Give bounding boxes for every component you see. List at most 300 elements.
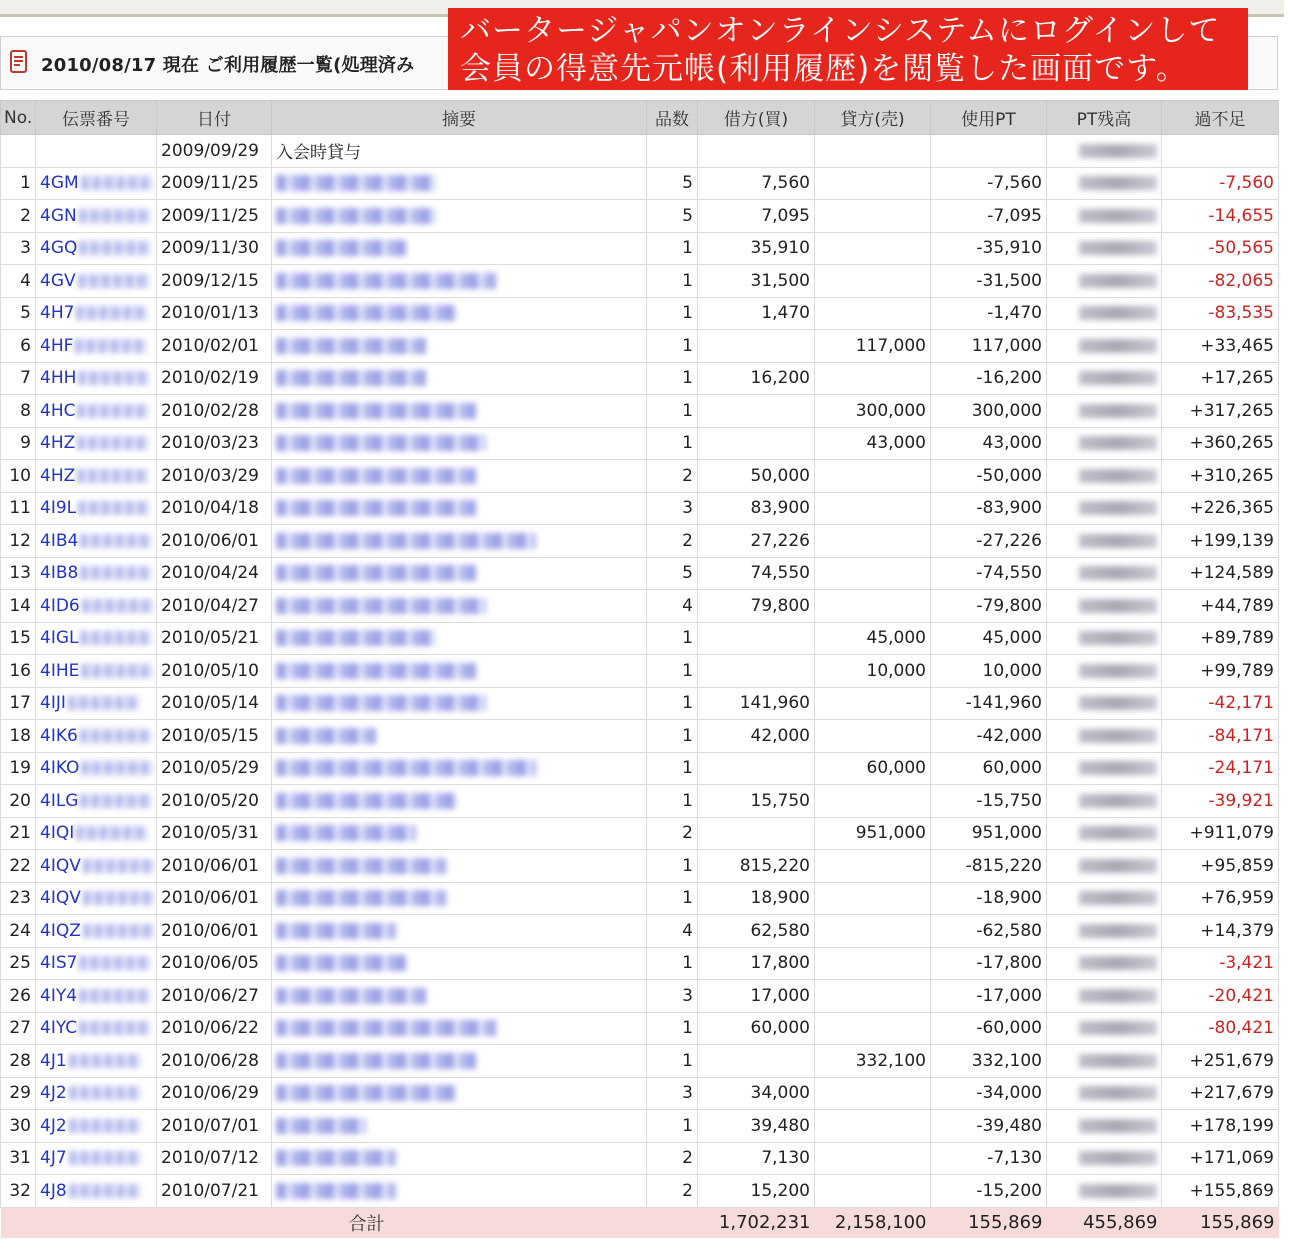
row-qty-text: 1	[682, 1115, 693, 1136]
slip-number-link-text[interactable]: 4IK6	[40, 725, 78, 746]
pt-balance-cell	[1047, 882, 1162, 915]
slip-number-link[interactable]	[36, 395, 157, 428]
table-row	[1, 1077, 1279, 1110]
slip-number-link[interactable]	[36, 882, 157, 915]
row-qty-text: 4	[682, 920, 693, 941]
row-debit-text: 17,800	[750, 953, 810, 974]
row-diff	[1162, 297, 1279, 330]
redacted-slip-id	[69, 1184, 141, 1198]
row-diff-text: +217,679	[1189, 1083, 1274, 1104]
slip-number-link-text[interactable]: 4J8	[40, 1180, 67, 1201]
row-diff-text: -80,421	[1208, 1018, 1274, 1039]
slip-number-link[interactable]	[36, 427, 157, 460]
redacted-balance	[1079, 1119, 1157, 1133]
row-date	[157, 460, 272, 493]
row-qty-text: 1	[682, 238, 693, 259]
row-date-text: 2010/05/31	[161, 823, 259, 844]
row-diff-text: -39,921	[1208, 790, 1274, 811]
row-used-pt-text: -27,226	[976, 530, 1042, 551]
col-header-no: No.	[1, 101, 36, 135]
row-debit	[698, 427, 815, 460]
table-row	[1, 297, 1279, 330]
row-credit-text: 951,000	[855, 823, 926, 844]
redacted-slip-id	[77, 469, 149, 483]
slip-number-link-text[interactable]: 4GV	[40, 270, 76, 291]
col-header-desc: 摘要	[272, 101, 647, 135]
table-row	[1, 167, 1279, 200]
slip-number-link[interactable]	[36, 362, 157, 395]
slip-number-link[interactable]	[36, 1045, 157, 1078]
slip-number-link-text[interactable]: 4GN	[40, 205, 77, 226]
redacted-balance	[1079, 891, 1157, 905]
slip-number-link[interactable]	[36, 200, 157, 233]
row-diff	[1162, 785, 1279, 818]
row-used-pt	[931, 622, 1047, 655]
slip-number-link-text[interactable]: 4IQI	[40, 823, 75, 844]
redacted-balance	[1079, 241, 1157, 255]
row-qty	[647, 915, 698, 948]
slip-number-link-text[interactable]: 4ID6	[40, 595, 80, 616]
row-date-text: 2010/06/05	[161, 953, 259, 974]
row-debit	[698, 655, 815, 688]
row-diff-text: -83,535	[1208, 303, 1274, 324]
row-desc	[272, 265, 647, 298]
col-header-debit: 借方(買)	[698, 101, 815, 135]
row-no-text: 15	[9, 628, 31, 649]
redacted-slip-id	[80, 794, 152, 808]
redacted-slip-id	[83, 891, 155, 905]
banner-line-1: バータージャパンオンラインシステムにログインして	[460, 13, 1221, 49]
slip-number-link[interactable]	[36, 590, 157, 623]
redacted-description	[276, 988, 426, 1004]
row-credit-text: 43,000	[866, 433, 926, 454]
slip-number-link-text[interactable]: 4IS7	[40, 953, 78, 974]
row-no	[1, 1110, 36, 1143]
slip-number-link-text[interactable]: 4IGL	[40, 628, 79, 649]
row-used-pt-text: 300,000	[971, 400, 1042, 421]
row-diff-text: +226,365	[1189, 498, 1274, 519]
slip-number-link-text[interactable]: 4ILG	[40, 790, 79, 811]
slip-number-link[interactable]	[36, 785, 157, 818]
table-row	[1, 947, 1279, 980]
row-used-pt-text: -15,750	[976, 790, 1042, 811]
row-qty	[647, 1077, 698, 1110]
redacted-balance	[1079, 534, 1157, 548]
redacted-balance	[1079, 1184, 1157, 1198]
row-credit	[815, 1077, 931, 1110]
slip-number-link-text[interactable]: 4IY4	[40, 985, 78, 1006]
redacted-description	[276, 500, 476, 516]
row-desc	[272, 330, 647, 363]
row-desc	[272, 167, 647, 200]
slip-number-link-text[interactable]: 4IJI	[40, 693, 66, 714]
row-debit	[698, 817, 815, 850]
row-date	[157, 590, 272, 623]
slip-number-link[interactable]	[36, 687, 157, 720]
row-desc	[272, 622, 647, 655]
table-row	[1, 460, 1279, 493]
redacted-description	[276, 435, 486, 451]
table-row	[1, 622, 1279, 655]
row-no	[1, 720, 36, 753]
row-qty-text: 1	[682, 1018, 693, 1039]
row-debit-text: 39,480	[750, 1115, 810, 1136]
slip-number-link-text[interactable]: 4GM	[40, 173, 79, 194]
row-diff	[1162, 362, 1279, 395]
row-used-pt	[931, 752, 1047, 785]
slip-number-link[interactable]	[36, 1077, 157, 1110]
pt-balance-cell	[1047, 752, 1162, 785]
redacted-balance	[1079, 664, 1157, 678]
row-qty	[647, 1175, 698, 1208]
row-date	[157, 200, 272, 233]
row-credit-text: 45,000	[866, 628, 926, 649]
slip-number-link[interactable]	[36, 265, 157, 298]
page-title: 2010/08/17 現在 ご利用履歴一覧(処理済み	[41, 55, 415, 76]
row-date	[157, 622, 272, 655]
row-debit-text: 141,960	[739, 693, 810, 714]
row-credit	[815, 492, 931, 525]
row-desc	[272, 1142, 647, 1175]
slip-number-link-text[interactable]: 4HF	[40, 335, 74, 356]
document-list-icon	[9, 49, 29, 75]
row-qty	[647, 687, 698, 720]
row-diff	[1162, 427, 1279, 460]
redacted-balance	[1079, 989, 1157, 1003]
table-row	[1, 1012, 1279, 1045]
row-qty-text: 2	[682, 823, 693, 844]
row-used-pt-text: -50,000	[976, 465, 1042, 486]
row-desc	[272, 297, 647, 330]
pt-balance-cell	[1047, 167, 1162, 200]
row-date-text: 2010/06/27	[161, 985, 259, 1006]
row-credit	[815, 427, 931, 460]
row-used-pt	[931, 330, 1047, 363]
row-no-text: 3	[20, 238, 31, 259]
row-diff-text: +155,869	[1189, 1180, 1274, 1201]
redacted-balance	[1079, 306, 1157, 320]
slip-number-link[interactable]	[36, 915, 157, 948]
redacted-description	[276, 728, 376, 744]
row-date	[157, 817, 272, 850]
slip-number-link[interactable]	[36, 1110, 157, 1143]
row-date	[157, 1110, 272, 1143]
row-date	[157, 1012, 272, 1045]
row-no-text: 22	[9, 855, 31, 876]
row-date-text: 2010/07/12	[161, 1148, 259, 1169]
row-used-pt	[931, 817, 1047, 850]
row-used-pt	[931, 850, 1047, 883]
row-used-pt-text: -815,220	[965, 855, 1042, 876]
row-date-text: 2010/02/19	[161, 368, 259, 389]
row-used-pt-text: 45,000	[982, 628, 1042, 649]
table-row	[1, 1045, 1279, 1078]
redacted-description	[276, 533, 536, 549]
slip-number-link-text[interactable]: 4J7	[40, 1148, 67, 1169]
row-no-text: 5	[20, 303, 31, 324]
row-date	[157, 1142, 272, 1175]
row-used-pt	[931, 1045, 1047, 1078]
row-credit	[815, 720, 931, 753]
redacted-balance	[1079, 761, 1157, 775]
row-debit	[698, 947, 815, 980]
slip-number-link[interactable]	[36, 655, 157, 688]
redacted-slip-id	[81, 761, 153, 775]
row-diff-text: -20,421	[1208, 985, 1274, 1006]
redacted-description	[276, 338, 426, 354]
slip-number-link-text[interactable]: 4IQV	[40, 888, 81, 909]
row-no	[1, 395, 36, 428]
row-qty	[647, 460, 698, 493]
row-used-pt-text: 43,000	[982, 433, 1042, 454]
redacted-slip-id	[75, 339, 147, 353]
row-no-text: 7	[20, 368, 31, 389]
row-diff	[1162, 590, 1279, 623]
row-no-text: 26	[9, 985, 31, 1006]
row-no	[1, 687, 36, 720]
row-credit	[815, 1045, 931, 1078]
row-debit	[698, 1077, 815, 1110]
row-qty	[647, 785, 698, 818]
row-date-text: 2010/05/29	[161, 758, 259, 779]
row-date-text: 2010/07/21	[161, 1180, 259, 1201]
row-no	[1, 785, 36, 818]
redacted-description	[276, 663, 476, 679]
redacted-balance	[1079, 794, 1157, 808]
row-date-text: 2010/06/01	[161, 888, 259, 909]
row-diff-text: +178,199	[1189, 1115, 1274, 1136]
slip-number-link-text[interactable]: 4HZ	[40, 433, 76, 454]
pt-balance-cell	[1047, 687, 1162, 720]
row-used-pt	[931, 557, 1047, 590]
redacted-description	[276, 760, 536, 776]
redacted-balance	[1079, 956, 1157, 970]
row-diff-text: +99,789	[1200, 660, 1274, 681]
row-used-pt	[931, 785, 1047, 818]
slip-number-link[interactable]	[36, 850, 157, 883]
row-qty-text: 1	[682, 725, 693, 746]
row-no	[1, 817, 36, 850]
row-qty	[647, 752, 698, 785]
slip-number-link[interactable]	[36, 1012, 157, 1045]
row-date	[157, 687, 272, 720]
pt-balance-cell	[1047, 622, 1162, 655]
slip-number-link[interactable]	[36, 817, 157, 850]
row-credit	[815, 947, 931, 980]
row-qty-text: 1	[682, 335, 693, 356]
slip-number-link-text[interactable]: 4H7	[40, 303, 75, 324]
slip-number-link-text[interactable]: 4IQZ	[40, 920, 81, 941]
slip-number-link-text[interactable]: 4IHE	[40, 660, 80, 681]
row-qty-text: 1	[682, 888, 693, 909]
row-desc	[272, 1175, 647, 1208]
row-qty	[647, 1045, 698, 1078]
slip-number-link[interactable]	[36, 297, 157, 330]
row-debit-text: 7,095	[761, 205, 810, 226]
row-credit	[815, 1142, 931, 1175]
row-credit	[815, 167, 931, 200]
row-used-pt	[931, 980, 1047, 1013]
row-used-pt	[931, 492, 1047, 525]
redacted-slip-id	[79, 956, 151, 970]
redacted-slip-id	[79, 241, 151, 255]
slip-number-link[interactable]	[36, 720, 157, 753]
redacted-slip-id	[69, 1054, 141, 1068]
row-used-pt	[931, 882, 1047, 915]
row-date-text: 2010/04/24	[161, 563, 259, 584]
redacted-balance	[1079, 209, 1157, 223]
row-diff	[1162, 622, 1279, 655]
slip-number-link[interactable]	[36, 232, 157, 265]
row-used-pt-text: 10,000	[982, 660, 1042, 681]
total-used-pt: 155,869	[931, 1207, 1047, 1238]
row-credit-text: 117,000	[855, 335, 926, 356]
row-qty-text: 2	[682, 465, 693, 486]
row-diff	[1162, 557, 1279, 590]
row-credit	[815, 525, 931, 558]
row-used-pt	[931, 655, 1047, 688]
row-debit-text: 18,900	[750, 888, 810, 909]
pt-balance-cell	[1047, 492, 1162, 525]
slip-number-link-text[interactable]: 4IYC	[40, 1018, 78, 1039]
row-date	[157, 882, 272, 915]
pt-balance-cell	[1047, 232, 1162, 265]
table-row	[1, 265, 1279, 298]
redacted-description	[276, 1020, 496, 1036]
slip-number-link-text[interactable]: 4HC	[40, 400, 76, 421]
table-row	[1, 330, 1279, 363]
redacted-description	[276, 1150, 396, 1166]
slip-number-link[interactable]	[36, 167, 157, 200]
row-date	[157, 850, 272, 883]
row-no	[1, 200, 36, 233]
row-used-pt-text: -7,095	[987, 205, 1042, 226]
row-qty	[647, 427, 698, 460]
slip-number-link-text[interactable]: 4J1	[40, 1050, 67, 1071]
slip-number-link[interactable]	[36, 525, 157, 558]
slip-number-link[interactable]	[36, 330, 157, 363]
slip-number-link[interactable]	[36, 557, 157, 590]
slip-number-link[interactable]	[36, 752, 157, 785]
slip-number-link[interactable]	[36, 1142, 157, 1175]
table-row	[1, 655, 1279, 688]
row-diff-text: +911,079	[1189, 823, 1274, 844]
row-date	[157, 785, 272, 818]
pt-balance-cell	[1047, 980, 1162, 1013]
slip-number-link[interactable]	[36, 460, 157, 493]
row-used-pt-text: -35,910	[976, 238, 1042, 259]
row-no-text: 31	[9, 1148, 31, 1169]
row-credit	[815, 622, 931, 655]
row-used-pt-text: -16,200	[976, 368, 1042, 389]
row-credit	[815, 330, 931, 363]
redacted-balance	[1079, 339, 1157, 353]
row-debit	[698, 232, 815, 265]
row-desc	[272, 427, 647, 460]
row-no	[1, 850, 36, 883]
row-used-pt	[931, 167, 1047, 200]
redacted-description	[276, 890, 446, 906]
row-diff	[1162, 1045, 1279, 1078]
redacted-description	[276, 1085, 456, 1101]
slip-number-link[interactable]	[36, 622, 157, 655]
row-diff	[1162, 395, 1279, 428]
row-credit	[815, 297, 931, 330]
row-qty-text: 1	[682, 693, 693, 714]
pt-balance-cell	[1047, 1077, 1162, 1110]
total-diff: 155,869	[1162, 1207, 1279, 1238]
row-qty-text: 1	[682, 790, 693, 811]
slip-number-link-text[interactable]: 4I9L	[40, 498, 77, 519]
row-desc	[272, 460, 647, 493]
slip-number-link[interactable]	[36, 980, 157, 1013]
row-desc	[272, 947, 647, 980]
row-desc	[272, 395, 647, 428]
row-diff-text: +44,789	[1200, 595, 1274, 616]
row-debit-text: 17,000	[750, 985, 810, 1006]
pt-balance-cell	[1047, 1045, 1162, 1078]
row-diff-text: +199,139	[1189, 530, 1274, 551]
row-no	[1, 947, 36, 980]
row-diff	[1162, 947, 1279, 980]
slip-number-link-text[interactable]: 4IB8	[40, 563, 79, 584]
row-credit	[815, 882, 931, 915]
row-diff	[1162, 460, 1279, 493]
row-date-text: 2009/11/30	[161, 238, 259, 259]
row-used-pt	[931, 687, 1047, 720]
pt-balance-cell	[1047, 850, 1162, 883]
redacted-description	[276, 370, 426, 386]
row-qty	[647, 622, 698, 655]
row-desc	[272, 817, 647, 850]
slip-number-link-text[interactable]: 4HH	[40, 368, 77, 389]
slip-number-link-text[interactable]: 4HZ	[40, 465, 76, 486]
row-qty	[647, 947, 698, 980]
slip-number-link-text[interactable]: 4GQ	[40, 238, 78, 259]
slip-number-link-text[interactable]: 4J2	[40, 1083, 67, 1104]
redacted-slip-id	[76, 306, 148, 320]
slip-number-link[interactable]	[36, 492, 157, 525]
row-no	[1, 492, 36, 525]
row-credit	[815, 1012, 931, 1045]
row-used-pt	[931, 297, 1047, 330]
row-diff-text: +33,465	[1200, 335, 1274, 356]
slip-number-link-text[interactable]: 4IQV	[40, 855, 81, 876]
slip-number-link-text[interactable]: 4J2	[40, 1115, 67, 1136]
row-qty-text: 2	[682, 1180, 693, 1201]
row-desc	[272, 1045, 647, 1078]
row-debit-text: 27,226	[750, 530, 810, 551]
row-debit	[698, 557, 815, 590]
row-desc	[272, 590, 647, 623]
row-used-pt	[931, 1012, 1047, 1045]
row-date	[157, 427, 272, 460]
row-desc	[272, 850, 647, 883]
opening-row	[1, 135, 1279, 168]
row-qty-text: 1	[682, 433, 693, 454]
slip-number-link[interactable]	[36, 1175, 157, 1208]
row-diff	[1162, 167, 1279, 200]
slip-number-link-text[interactable]: 4IB4	[40, 530, 79, 551]
slip-number-link-text[interactable]: 4IKO	[40, 758, 80, 779]
row-credit	[815, 590, 931, 623]
pt-balance-cell	[1047, 395, 1162, 428]
pt-balance-cell	[1047, 362, 1162, 395]
row-desc	[272, 557, 647, 590]
table-row	[1, 590, 1279, 623]
slip-number-link[interactable]	[36, 947, 157, 980]
row-qty-text: 5	[682, 205, 693, 226]
